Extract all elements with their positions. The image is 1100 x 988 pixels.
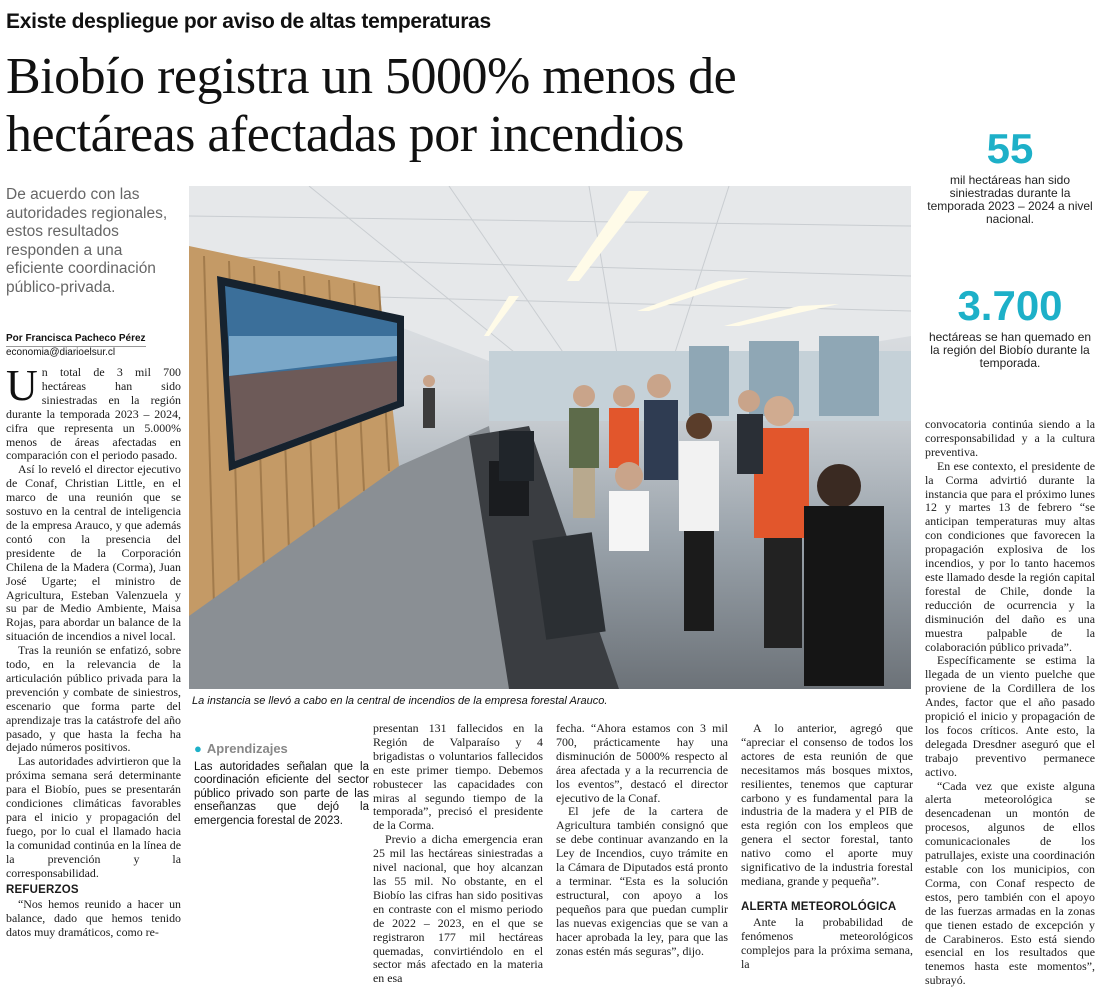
- col1-paragraph-4: Las autoridades advirtieron que la próxima semana será determinante para el Biobío, pues se presentarán condiciones climáticas favorables para el inicio y propagación del fuego, por lo cual el llamado hacia la comunidad continúa en la línea de la prevención y la corresponsabilidad.: [6, 754, 181, 880]
- byline-author: Por Francisca Pacheco Pérez: [6, 333, 146, 347]
- stat-number-1: 55: [986, 125, 1034, 172]
- article-column-3: [556, 722, 728, 958]
- article-column-4: [741, 722, 913, 971]
- col5-paragraph-1: convocatoria continúa siendo a la corresponsabilidad y a la cultura preventiva.: [925, 417, 1095, 459]
- col4-paragraph-1: A lo anterior, agregó que “apreciar el consenso de todos los actores de esta reunión de que necesitamos más bosques mixtos, resilientes, tenemos que capturar carbono y es fundamental para la industria de la madera y el PIB de esta región con los empleos que genera el sector forestal, tanto nativo como el aporte muy significativo de la industria forestal mediana, grande y pequeña”.: [741, 721, 913, 888]
- col1-paragraph-3: Tras la reunión se enfatizó, sobre todo, en la relevancia de la articulación público privada para la prevención y combate de siniestros, escenario que forma parte del aprendizaje tras la catástrofe del año pasado, y que hasta la fecha ha dejado números positivos.: [6, 643, 181, 755]
- stat-text-2: hectáreas se han quemado en la región del Biobío durante la temporada.: [928, 330, 1092, 370]
- col2-paragraph-2: Previo a dicha emergencia eran 25 mil las hectáreas siniestradas a nivel nacional, que hoy alcanzan las 55 mil. No obstante, en el Biobío las cifras han sido positivas en contraste con el mismo periodo de 2022 – 2023, en el que se registraron 177 mil hectáreas quemadas, convirtiéndolo en el sector más afectado en la materia en esa: [373, 832, 543, 986]
- dek: De acuerdo con las autoridades regionales, estos resultados responden a una eficiente coordinación público-privada.: [6, 186, 168, 296]
- article-photo: [189, 186, 911, 689]
- photo-caption: La instancia se llevó a cabo en la central de incendios de la empresa forestal Arauco.: [192, 695, 608, 707]
- col5-paragraph-3: Específicamente se estima la llegada de un viento puelche que proviene de la Cordillera de los Andes, factor que el año pasado propició el inicio y propagación de los focos críticos. Ante esto, la delegada Dresdner aseguró que el trabajo preventivo permanece activo.: [925, 653, 1095, 779]
- col5-paragraph-2: En ese contexto, el presidente de la Corma advirtió durante la instancia que para el próximo lunes 12 y martes 13 de febrero “se anticipan temperaturas muy altas con condiciones que favorecen la propagación explosiva de los incendios, y por lo tanto hacemos este llamado desde la región capital forestal de Chile, donde la reducción de ocurrencia y la disminución del daño es una muestra palpable de la colaboración público privada”.: [925, 458, 1095, 654]
- kicker: Existe despliegue por aviso de altas temperaturas: [6, 10, 491, 33]
- control-room-photo: [189, 186, 911, 689]
- col1-paragraph-1: n total de 3 mil 700 hectáreas han sido siniestradas en la región durante la temporada 2023 – 2024, cifra que representa un 5.000% menos de áreas afectadas en comparación con el periodo pasado.: [6, 365, 181, 463]
- article-column-2: [373, 722, 543, 986]
- byline-email: economia@diarioelsur.cl: [6, 347, 116, 358]
- article-column-1: [6, 361, 181, 940]
- sidebar-text: Las autoridades señalan que la coordinación eficiente del sector público privado son parte de las enseñanzas que dejó la emergencia forestal de 2023.: [194, 760, 369, 827]
- stat-block-2: [925, 282, 1095, 370]
- col4-paragraph-2: Ante la probabilidad de fenómenos meteorológicos complejos para la próxima semana, la: [741, 914, 913, 971]
- col2-paragraph-1: presentan 131 fallecidos en la Región de Valparaíso y 4 brigadistas o voluntarios fallecidos en este primer tiempo. Debemos robustecer las capacidades con miras al segundo tiempo de la temporada”, precisó el presidente de la Corma.: [373, 721, 543, 833]
- headline-line-1: Biobío registra un 5000% menos de: [6, 48, 737, 105]
- col3-paragraph-1: fecha. “Ahora estamos con 3 mil 700, prácticamente hay una disminución de 5000% respecto al área afectada y a la recurrencia de los eventos”, destacó el director ejecutivo de la Conaf.: [556, 721, 728, 805]
- headline-line-2: hectáreas afectadas por incendios: [6, 106, 684, 163]
- sidebar-box: [194, 742, 369, 828]
- col3-paragraph-2: El jefe de la cartera de Agricultura también consignó que se debe continuar avanzando en la Ley de Incendios, cuyo trámite en la Cámara de Diputados está pronto a terminar. “Esta es la solución estructural, con apoyo a los pequeños para que puedan cumplir las nuevas exigencias que se van a hacer aprobada la ley, para que las zonas estén más seguras”, dijo.: [556, 804, 728, 958]
- dropcap: U: [6, 361, 38, 410]
- article-column-5: [925, 418, 1095, 988]
- subhead-refuerzos: REFUERZOS: [6, 883, 79, 896]
- stat-text-1: mil hectáreas han sido siniestradas durante la temporada 2023 – 2024 a nivel nacional.: [927, 173, 1093, 226]
- byline: [6, 333, 181, 359]
- sidebar-title-text: Aprendizajes: [206, 741, 288, 756]
- bullet-dot-icon: ●: [194, 741, 202, 756]
- sidebar-title: [194, 742, 369, 756]
- col1-paragraph-2: Así lo reveló el director ejecutivo de Conaf, Christian Little, en el marco de una reunión que se sostuvo en la central de inteligencia de la empresa Arauco, y que además contó con la presencia del presidente de la Corporación Chilena de la Madera (Corma), Juan José Ugarte; el ministro de Agricultura, Esteban Valenzuela y su par de Medio Ambiente, Maisa Rojas, para abordar un balance de la situación de incendios a nivel local.: [6, 462, 181, 644]
- subhead-alerta: ALERTA METEOROLÓGICA: [741, 900, 897, 913]
- headline: [6, 48, 906, 164]
- stat-block-1: [925, 125, 1095, 226]
- stat-number-2: 3.700: [957, 282, 1063, 329]
- col5-paragraph-4: “Cada vez que existe alguna alerta meteorológica se desencadenan un montón de procesos, algunos de ellos comunicacionales de los patrullajes, existe una coordinación estable con los municipios, con Corma, con Conaf respecto de estos, pero también con el apoyo de las fuerzas armadas en la zonas que tienen estado de excepción y de Carabineros. Esto está siendo esencial en los resultados que tenemos hasta este momentos”, subrayó.: [925, 778, 1095, 988]
- col1-paragraph-5: “Nos hemos reunido a hacer un balance, dado que hemos tenido datos muy dramáticos, como re-: [6, 897, 181, 940]
